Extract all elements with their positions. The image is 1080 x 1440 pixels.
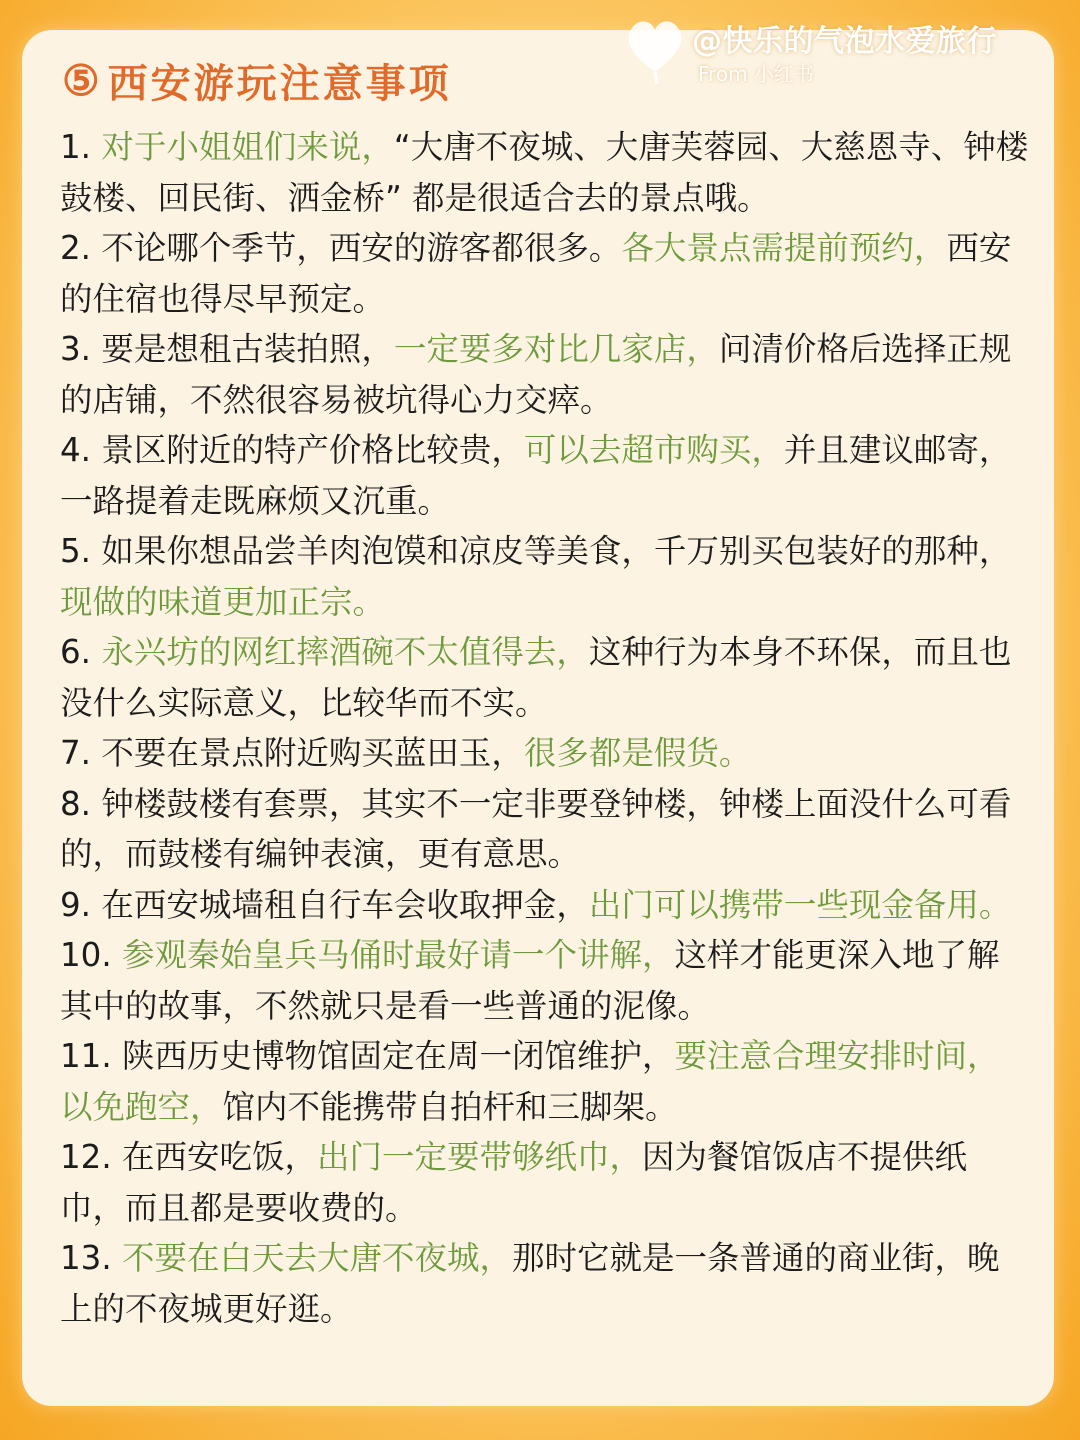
heart-balloon-icon <box>622 14 688 86</box>
tip-text: 12. 在西安吃饭， <box>60 1138 318 1176</box>
tip-text: 这样才能更深入地了解其中的故事，不然就只是看一些普通的泥像。 <box>60 936 1000 1025</box>
watermark-source: From 小红书 <box>698 62 814 86</box>
tip-text: 那时它就是一条普通的商业街，晚上的不夜城更好逛。 <box>60 1239 1000 1328</box>
tip-text: 西安的住宿也得尽早预定。 <box>60 229 1012 318</box>
tip-item <box>60 880 1032 931</box>
tip-highlight-text: 各大景点需提前预约， <box>621 229 947 267</box>
tip-item <box>60 1132 1032 1233</box>
tip-item <box>60 526 1032 627</box>
tip-item <box>60 930 1032 1031</box>
tip-item <box>60 425 1032 526</box>
tip-highlight-text: 不要在白天去大唐不夜城， <box>122 1239 513 1277</box>
tip-highlight-text: 很多都是假货。 <box>523 734 752 772</box>
tip-highlight-text: 现做的味道更加正宗。 <box>60 582 386 621</box>
tip-text: 3. 要是想租古装拍照， <box>60 330 394 368</box>
tip-text: 馆内不能携带自拍杆和三脚架。 <box>222 1087 678 1126</box>
tip-highlight-text: 可以去超市购买， <box>523 431 784 469</box>
title-number: ⑤ <box>62 55 100 105</box>
tip-text: 9. 在西安城墙租自行车会收取押金， <box>60 885 589 924</box>
tip-item <box>60 728 1032 779</box>
tip-text: 1. <box>60 128 102 166</box>
tip-highlight-text: 要注意合理安排时间，以免跑空， <box>60 1037 1000 1126</box>
tip-item <box>60 1233 1032 1334</box>
tip-text: 问清价格后选择正规的店铺，不然很容易被坑得心力交瘁。 <box>60 330 1012 419</box>
tip-text: 10. <box>60 936 123 974</box>
tip-highlight-text: 一定要多对比几家店， <box>393 330 719 368</box>
tip-highlight-text: 出门可以携带一些现金备用。 <box>588 885 1012 924</box>
tip-item <box>60 1031 1032 1132</box>
tip-item <box>60 627 1032 728</box>
tip-text: 5. 如果你想品尝羊肉泡馍和凉皮等美食，千万别买包装好的那种， <box>60 532 1012 570</box>
tip-text: 11. 陕西历史博物馆固定在周一闭馆维护， <box>60 1037 675 1075</box>
tip-item <box>60 122 1032 223</box>
tip-text: 6. <box>60 633 102 671</box>
tip-highlight-text: 出门一定要带够纸巾， <box>317 1138 643 1176</box>
tip-text: 因为餐馆饭店不提供纸巾，而且都是要收费的。 <box>60 1138 968 1227</box>
tip-text: 这种行为本身不环保，而且也没什么实际意义，比较华而不实。 <box>60 633 1012 722</box>
tip-highlight-text: 参观秦始皇兵马俑时最好请一个讲解， <box>122 936 675 974</box>
watermark-handle: @快乐的气泡水爱旅行 <box>692 24 997 59</box>
tip-text: 7. 不要在景点附近购买蓝田玉， <box>60 734 524 772</box>
tip-text: 2. 不论哪个季节，西安的游客都很多。 <box>60 229 622 267</box>
page-title <box>62 52 452 108</box>
tip-highlight-text: 对于小姐姐们来说， <box>101 128 394 166</box>
tip-item <box>60 779 1032 880</box>
tip-text: “大唐不夜城、大唐芙蓉园、大慈恩寺、钟楼鼓楼、回民街、洒金桥” 都是很适合去的景点哦。 <box>60 128 1029 217</box>
tip-item <box>60 223 1032 324</box>
tips-list <box>60 122 1032 1334</box>
tip-text: 并且建议邮寄，一路提着走既麻烦又沉重。 <box>60 431 1012 520</box>
watermark <box>622 10 1042 90</box>
tip-item <box>60 324 1032 425</box>
tip-highlight-text: 永兴坊的网红摔酒碗不太值得去， <box>101 633 589 671</box>
title-text: 西安游玩注意事项 <box>107 59 452 107</box>
tip-text: 13. <box>60 1239 123 1277</box>
tip-text: 4. 景区附近的特产价格比较贵， <box>60 431 524 469</box>
tip-text: 8. 钟楼鼓楼有套票，其实不一定非要登钟楼，钟楼上面没什么可看的，而鼓楼有编钟表演，更有意思。 <box>60 784 1012 873</box>
